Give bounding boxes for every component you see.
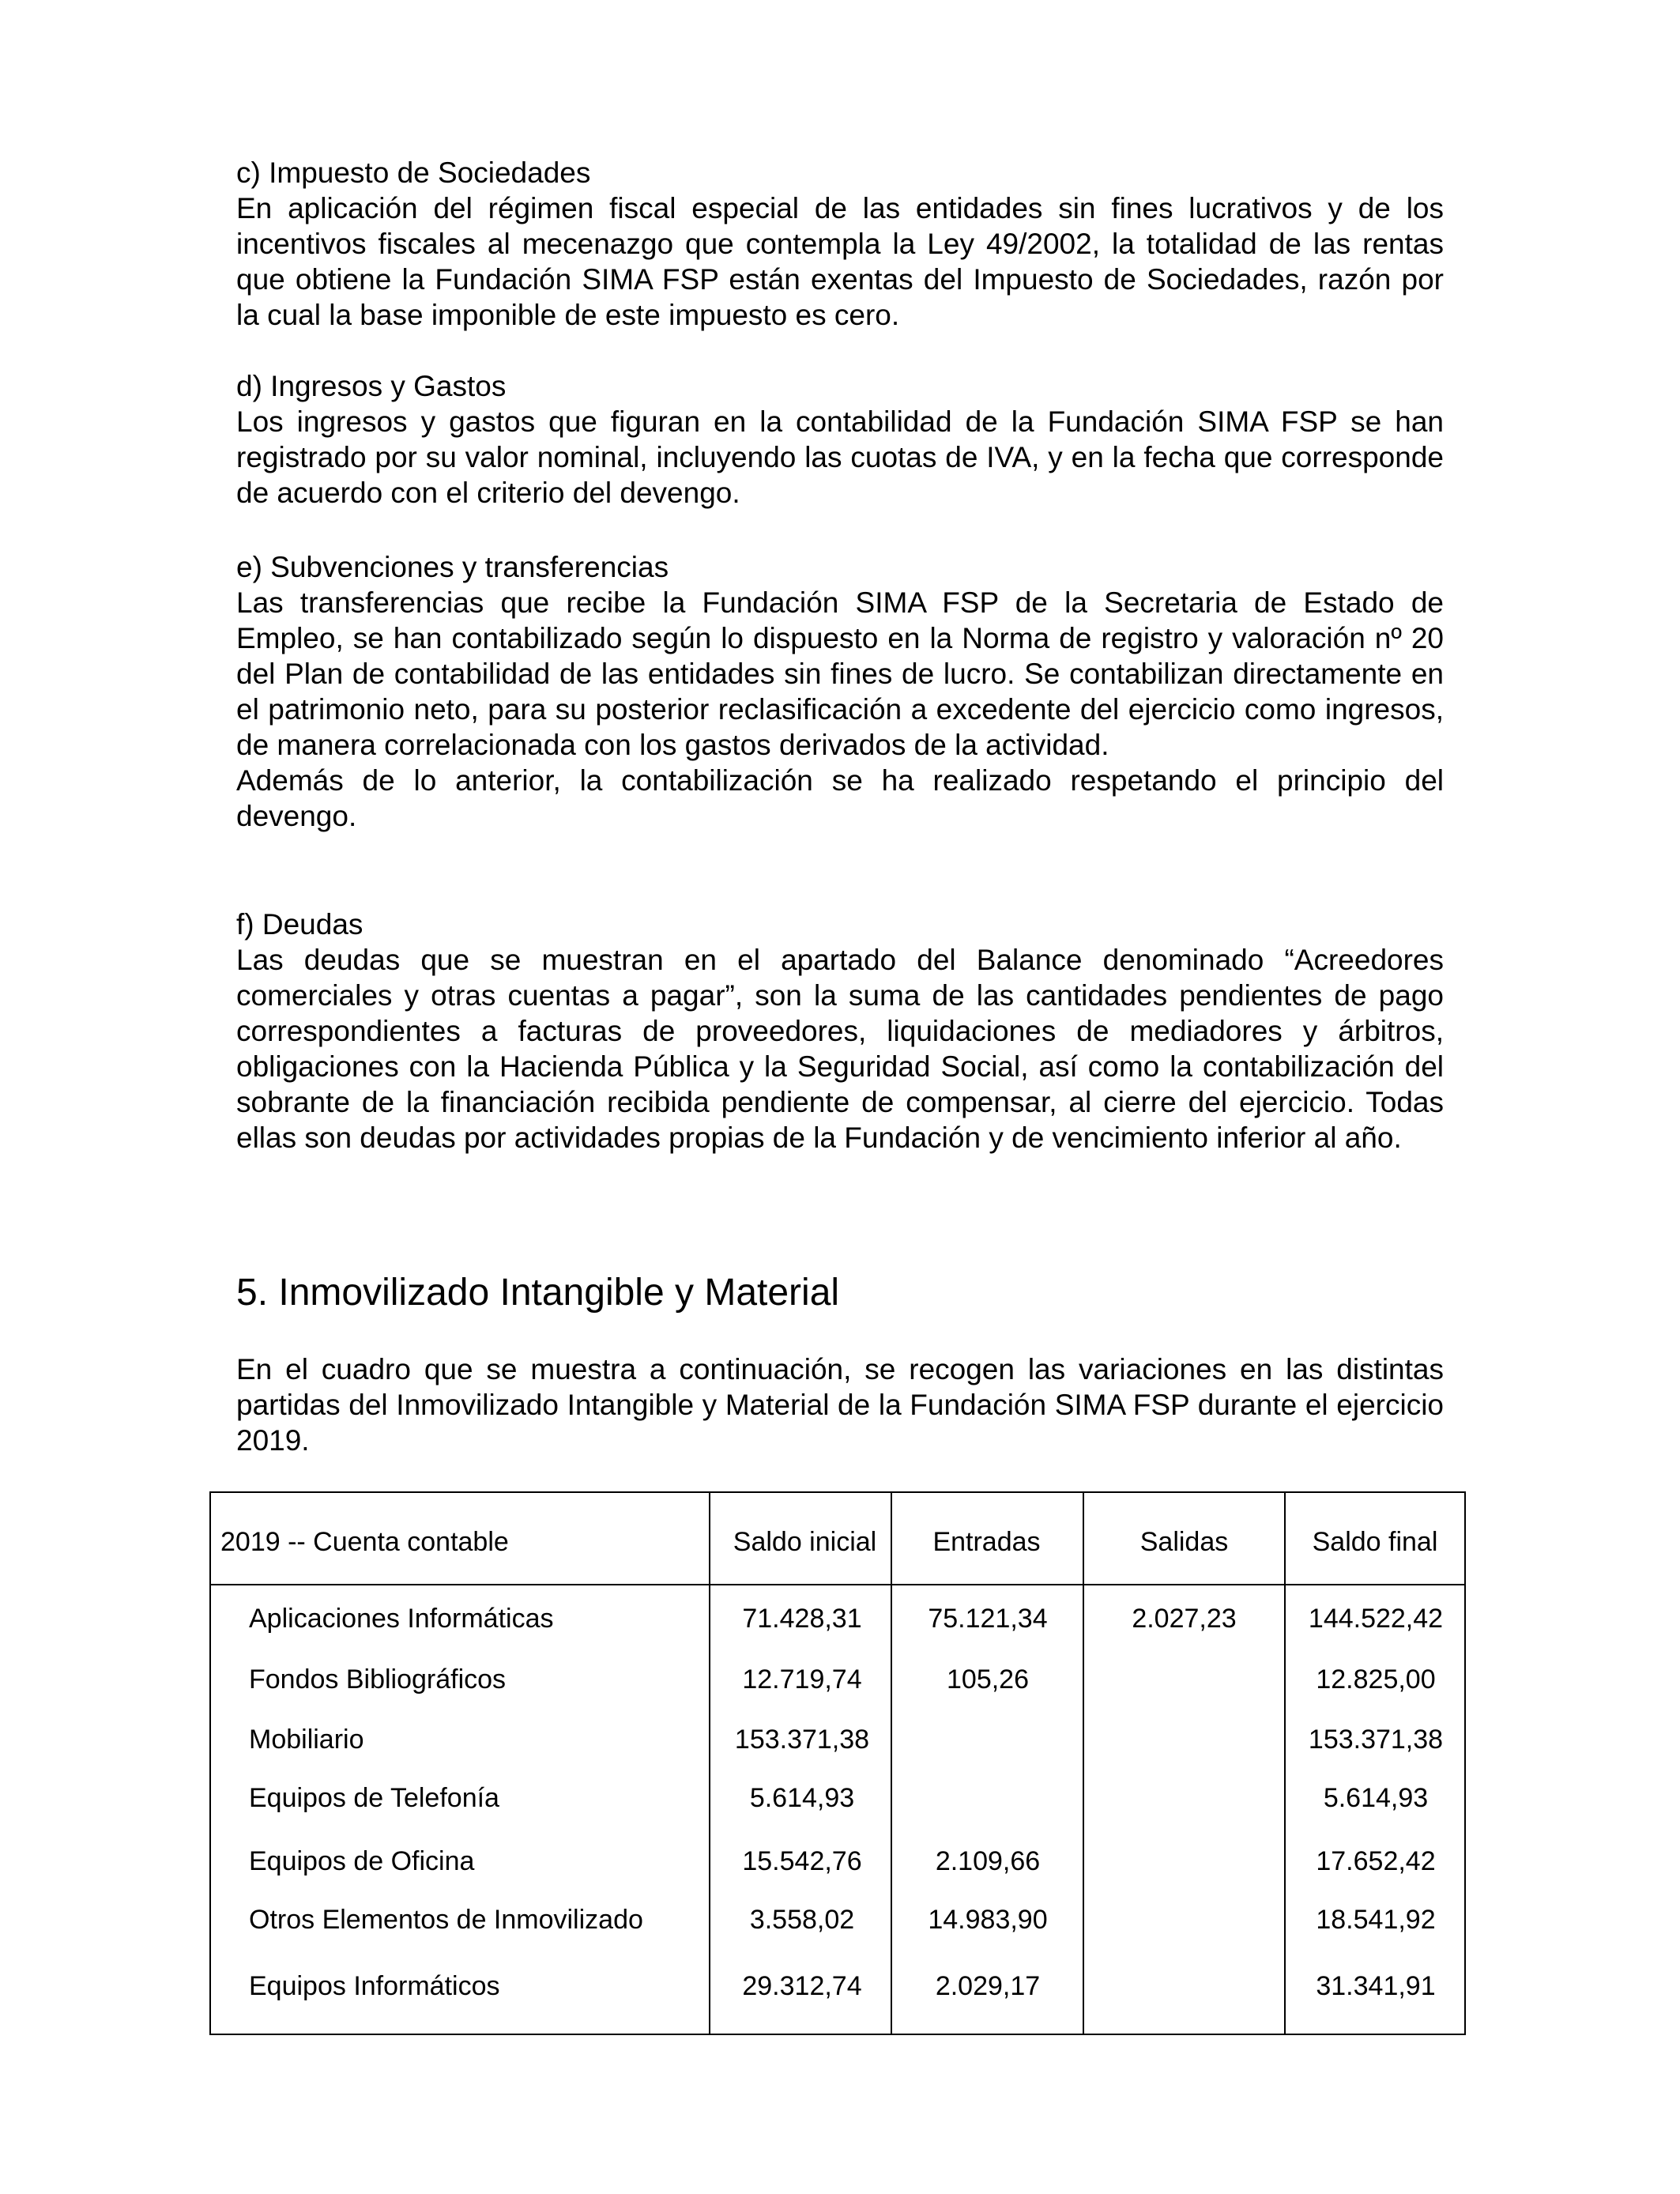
cell-closing-balance: 144.522,42 bbox=[1308, 1604, 1444, 1634]
cell-account: Equipos de Oficina bbox=[249, 1846, 475, 1876]
cell-opening-balance: 15.542,76 bbox=[742, 1846, 862, 1876]
cell-account: Aplicaciones Informáticas bbox=[249, 1604, 554, 1634]
header-inflows: Entradas bbox=[932, 1527, 1041, 1557]
section-e-heading: e) Subvenciones y transferencias bbox=[236, 551, 669, 583]
section-c-body: En aplicación del régimen fiscal especial de las entidades sin fines lucrativos y de los incentivos fiscales al mecenazgo que contempla la Ley 49/2002, la totalidad de las rentas que obtiene la Fundación SIMA FSP están exentas del Impuesto de Sociedades, razón por la cual la base imponible de este impuesto es cero. bbox=[236, 192, 1444, 331]
section-e-body: Las transferencias que recibe la Fundación SIMA FSP de la Secretaria de Estado de Empleo, se han contabilizado según lo dispuesto en la Norma de registro y valoración nº 20 del Plan de contabilidad de las entidades sin fines de lucro. Se contabilizan directamente en el patrimonio neto, para su posterior reclasificación a excedente del ejercicio como ingresos, de manera correlacionada con los gastos derivados de la actividad. bbox=[236, 586, 1444, 761]
column-divider bbox=[891, 1493, 892, 2034]
cell-opening-balance: 3.558,02 bbox=[749, 1905, 855, 1935]
cell-closing-balance: 17.652,42 bbox=[1316, 1846, 1436, 1876]
section-d bbox=[236, 368, 1444, 511]
table-header-row bbox=[211, 1493, 1464, 1585]
cell-opening-balance: 5.614,93 bbox=[749, 1783, 855, 1813]
cell-outflows: 2.027,23 bbox=[1132, 1604, 1237, 1634]
cell-account: Otros Elementos de Inmovilizado bbox=[249, 1905, 643, 1935]
cell-closing-balance: 5.614,93 bbox=[1323, 1783, 1429, 1813]
section-f-body: Las deudas que se muestran en el apartado del Balance denominado “Acreedores comerciales y otras cuentas a pagar”, son la suma de las cantidades pendientes de pago correspondientes a facturas de proveedores, liquidaciones de mediadores y árbitros, obligaciones con la Hacienda Pública y la Seguridad Social, así como la contabilización del sobrante de la financiación recibida pendiente de compensar, al cierre del ejercicio. Todas ellas son deudas por actividades propias de la Fundación y de vencimiento inferior al año. bbox=[236, 944, 1444, 1154]
cell-account: Equipos Informáticos bbox=[249, 1971, 500, 2001]
section-d-heading: d) Ingresos y Gastos bbox=[236, 370, 507, 402]
cell-account: Fondos Bibliográficos bbox=[249, 1664, 507, 1695]
section-e-body-2: Además de lo anterior, la contabilización se ha realizado respetando el principio del devengo. bbox=[236, 764, 1444, 832]
section-c-heading: c) Impuesto de Sociedades bbox=[236, 156, 591, 189]
column-divider bbox=[709, 1493, 710, 2034]
cell-inflows: 105,26 bbox=[947, 1664, 1029, 1695]
cell-account: Mobiliario bbox=[249, 1725, 364, 1755]
section-f bbox=[236, 907, 1444, 1155]
header-opening-balance: Saldo inicial bbox=[733, 1527, 877, 1557]
section-5-intro bbox=[236, 1351, 1444, 1458]
column-divider bbox=[1284, 1493, 1286, 2034]
cell-closing-balance: 18.541,92 bbox=[1316, 1905, 1436, 1935]
section-c bbox=[236, 155, 1444, 333]
header-closing-balance: Saldo final bbox=[1312, 1527, 1438, 1557]
section-f-heading: f) Deudas bbox=[236, 908, 363, 941]
cell-opening-balance: 12.719,74 bbox=[742, 1664, 862, 1695]
section-e bbox=[236, 549, 1444, 834]
cell-opening-balance: 29.312,74 bbox=[742, 1971, 862, 2001]
cell-inflows: 75.121,34 bbox=[928, 1604, 1048, 1634]
header-outflows: Salidas bbox=[1139, 1527, 1229, 1557]
column-divider bbox=[1083, 1493, 1084, 2034]
section-5-title: 5. Inmovilizado Intangible y Material bbox=[236, 1272, 840, 1314]
section-5-intro-text: En el cuadro que se muestra a continuación, se recogen las variaciones en las distintas partidas del Inmovilizado Intangible y Material de la Fundación SIMA FSP durante el ejercicio 2019. bbox=[236, 1353, 1444, 1457]
cell-closing-balance: 31.341,91 bbox=[1316, 1971, 1436, 2001]
header-account: 2019 -- Cuenta contable bbox=[220, 1527, 509, 1557]
section-d-body: Los ingresos y gastos que figuran en la contabilidad de la Fundación SIMA FSP se han registrado por su valor nominal, incluyendo las cuotas de IVA, y en la fecha que corresponde de acuerdo con el criterio del devengo. bbox=[236, 405, 1444, 509]
cell-closing-balance: 12.825,00 bbox=[1316, 1664, 1436, 1695]
cell-inflows: 2.029,17 bbox=[935, 1971, 1041, 2001]
cell-inflows: 14.983,90 bbox=[928, 1905, 1048, 1935]
fixed-assets-table bbox=[209, 1491, 1466, 2035]
cell-opening-balance: 71.428,31 bbox=[742, 1604, 862, 1634]
cell-closing-balance: 153.371,38 bbox=[1308, 1725, 1444, 1755]
cell-account: Equipos de Telefonía bbox=[249, 1783, 499, 1813]
cell-inflows: 2.109,66 bbox=[935, 1846, 1041, 1876]
cell-opening-balance: 153.371,38 bbox=[734, 1725, 870, 1755]
